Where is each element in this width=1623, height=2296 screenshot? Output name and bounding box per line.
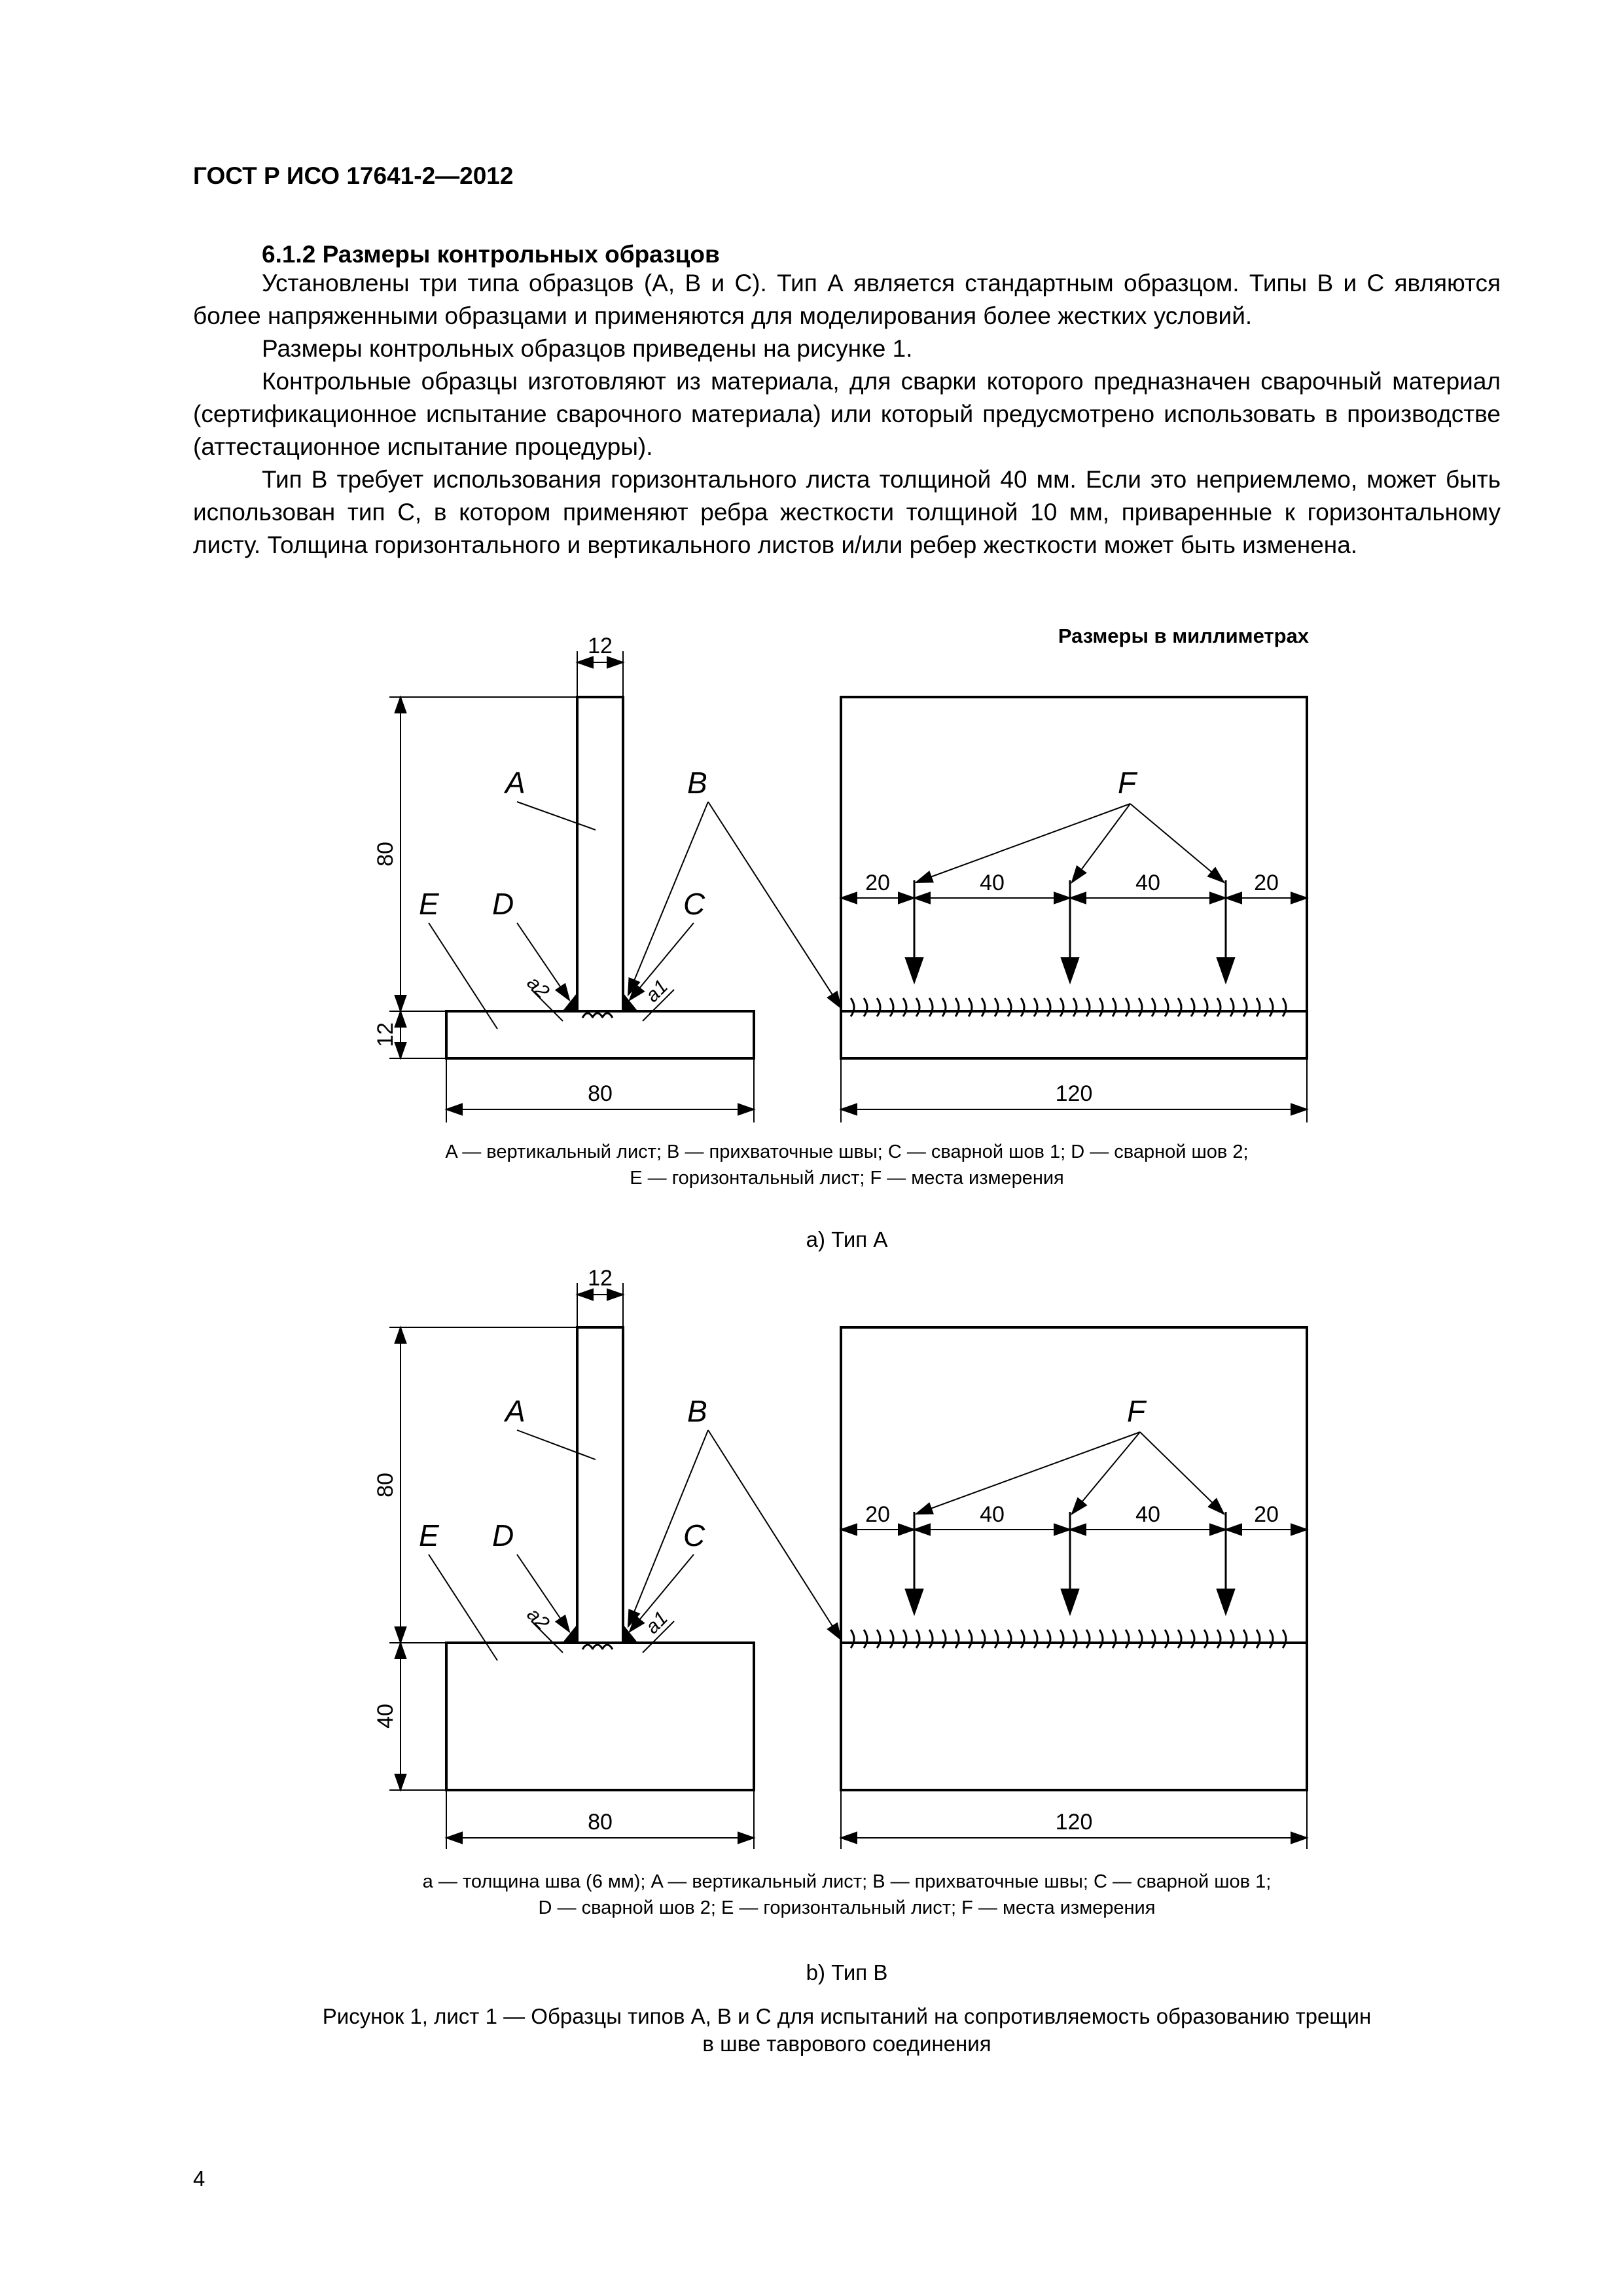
body-text — [193, 267, 1501, 562]
units-note: Размеры в миллиметрах — [1058, 624, 1309, 647]
section-title: 6.1.2 Размеры контрольных образцов — [262, 241, 720, 268]
label-d: D — [492, 1518, 514, 1552]
page-number: 4 — [193, 2166, 205, 2191]
legend-line: D — сварной шов 2; E — горизонтальный лист; F — места измерения — [538, 1897, 1156, 1918]
dim-plate-thickness: 12 — [373, 1022, 398, 1047]
dim-base-width: 80 — [588, 1810, 613, 1835]
dim-spacing: 40 — [1135, 1502, 1160, 1527]
label-a: A — [505, 1394, 526, 1428]
label-a2: a2 — [522, 1604, 554, 1635]
dim-height: 80 — [373, 842, 398, 867]
paragraph: Контрольные образцы изготовляют из материала, для сварки которого предназначен сварочный материал (сертификационное испытание сварочного материала) или который предусмотрено использовать в производстве (аттестационное испытание процедуры). — [193, 368, 1501, 460]
figure-b-subcaption: b) Тип В — [806, 1960, 888, 1984]
label-d: D — [492, 887, 514, 921]
dim-spacing: 20 — [865, 1502, 890, 1527]
legend-line: a — толщина шва (6 мм); A — вертикальный лист; B — прихваточные швы; C — сварной шов 1; — [422, 1871, 1272, 1892]
figure-caption — [193, 2003, 1501, 2058]
figure-a-front-view — [389, 651, 841, 1122]
dim-top-width: 12 — [588, 634, 613, 658]
dim-spacing: 20 — [865, 870, 890, 895]
label-a2: a2 — [522, 972, 554, 1003]
paragraph: Тип В требует использования горизонтального листа толщиной 40 мм. Если это неприемлемо, может быть использован тип С, в котором применяют ребра жесткости толщиной 10 мм, приваренные к горизонтальному листу. Толщина горизонтального и вертикального листов и/или ребер жесткости может быть изменена. — [193, 466, 1501, 558]
legend-line: E — горизонтальный лист; F — места измерения — [630, 1168, 1064, 1189]
document-header: ГОСТ Р ИСО 17641-2—2012 — [193, 162, 514, 189]
dim-spacing: 40 — [980, 1502, 1005, 1527]
paragraph: Установлены три типа образцов (А, В и С). Тип А является стандартным образцом. Типы В и С являются более напряженными образцами и применяются для моделирования более жестких условий. — [193, 270, 1501, 329]
label-f: F — [1127, 1394, 1146, 1428]
dim-height: 80 — [373, 1473, 398, 1498]
caption-line: Рисунок 1, лист 1 — Образцы типов А, В и С для испытаний на сопротивляемость образованию трещин — [322, 2004, 1372, 2028]
dim-side-length: 120 — [1055, 1810, 1093, 1835]
dim-top-width: 12 — [588, 1266, 613, 1291]
dim-spacing: 40 — [1135, 870, 1160, 895]
figure-b-side-view — [841, 1327, 1307, 1849]
figure-a-legend — [193, 1139, 1501, 1191]
figure-b-legend — [193, 1869, 1501, 1921]
label-f: F — [1118, 766, 1137, 800]
dim-plate-thickness: 40 — [373, 1704, 398, 1729]
caption-line: в шве таврового соединения — [702, 2032, 991, 2056]
label-c: C — [683, 887, 705, 921]
label-e: E — [419, 1518, 439, 1552]
legend-line: A — вертикальный лист; B — прихваточные швы; C — сварной шов 1; D — сварной шов 2; — [445, 1141, 1249, 1162]
label-c: C — [683, 1518, 705, 1552]
label-a1: a1 — [641, 975, 673, 1007]
horizontal-plate — [446, 1011, 754, 1058]
label-a1: a1 — [641, 1607, 673, 1638]
figure-a-subcaption: а) Тип А — [806, 1227, 888, 1251]
label-b: B — [687, 766, 707, 800]
label-a: A — [505, 766, 526, 800]
paragraph: Размеры контрольных образцов приведены на рисунке 1. — [262, 335, 913, 362]
vertical-plate — [577, 697, 623, 1011]
figure-b-front-view — [389, 1283, 841, 1849]
dim-spacing: 40 — [980, 870, 1005, 895]
dim-spacing: 20 — [1254, 870, 1279, 895]
label-e: E — [419, 887, 439, 921]
dim-side-length: 120 — [1055, 1081, 1093, 1106]
figure-a-side-view — [841, 697, 1307, 1122]
dim-base-width: 80 — [588, 1081, 613, 1106]
dim-spacing: 20 — [1254, 1502, 1279, 1527]
label-b: B — [687, 1394, 707, 1428]
